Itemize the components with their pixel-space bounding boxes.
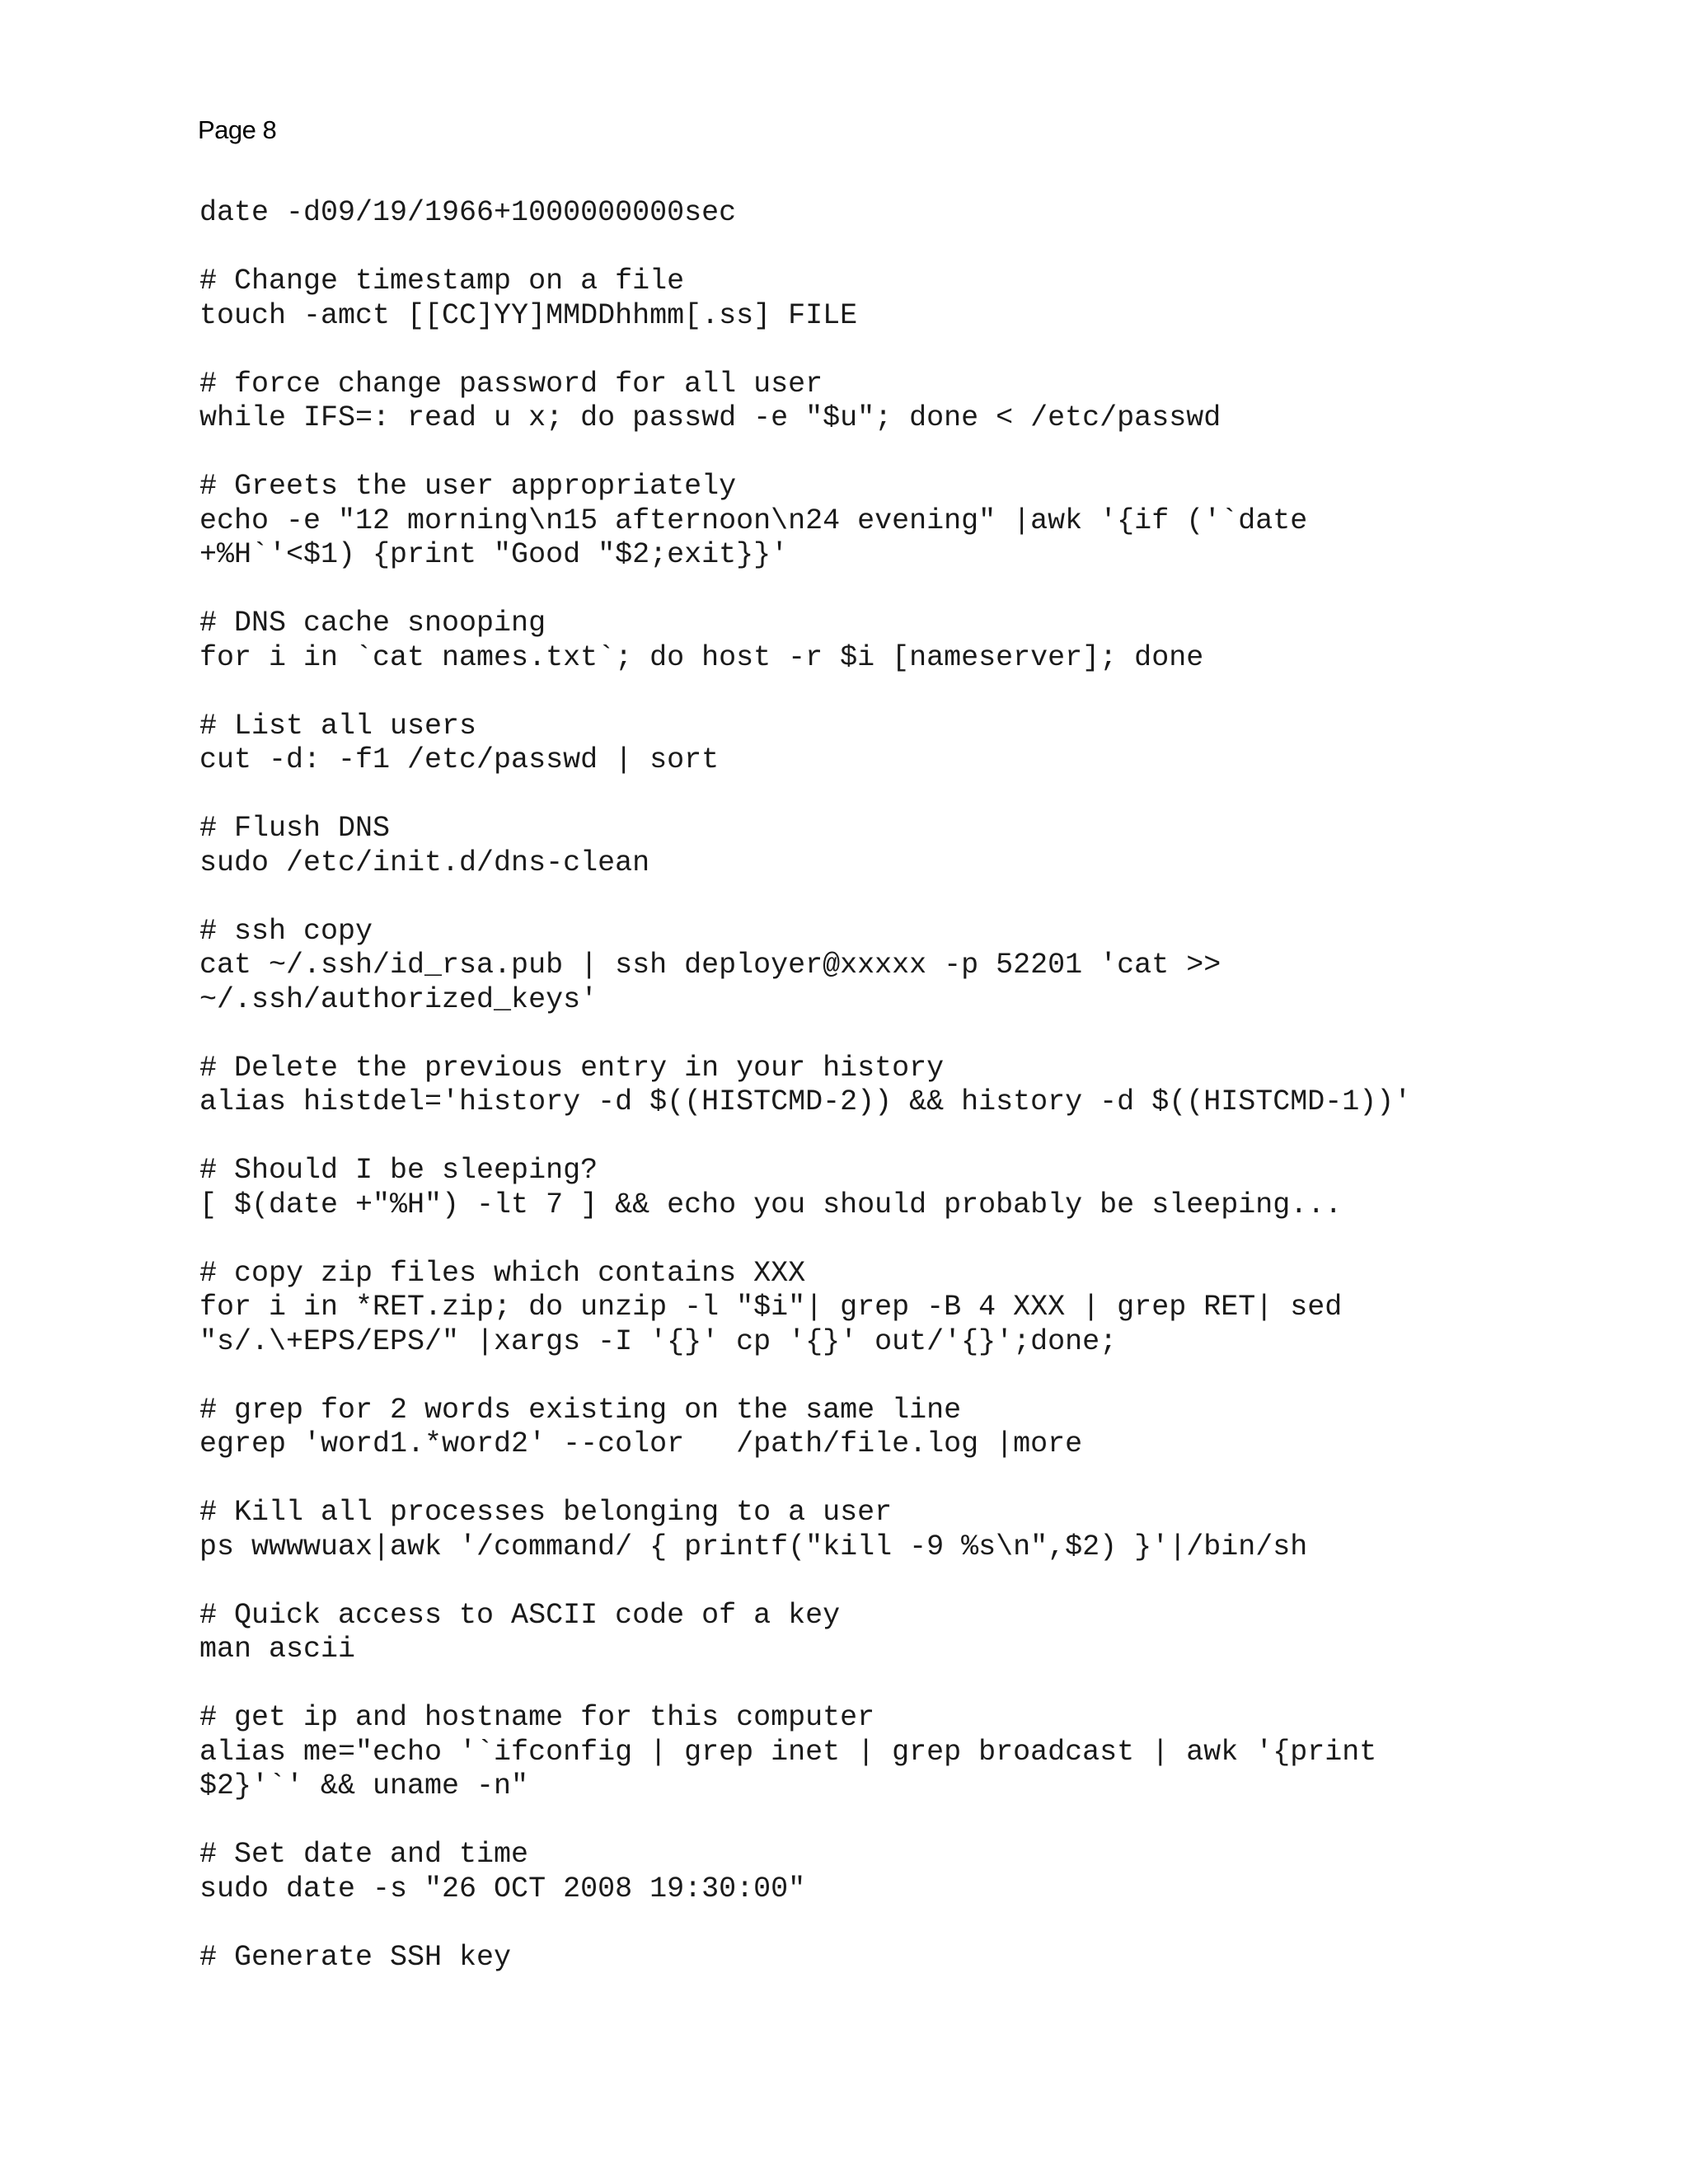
command-line: man ascii bbox=[199, 1633, 356, 1666]
command-line: alias histdel='history -d $((HISTCMD-2)) && history -d $((HISTCMD-1))' bbox=[199, 1085, 1412, 1118]
snippet-entry bbox=[199, 368, 1601, 436]
command-line: for i in `cat names.txt`; do host -r $i [nameserver]; done bbox=[199, 640, 1204, 674]
command-line: for i in *RET.zip; do unzip -l "$i"| grep -B 4 XXX | grep RET| sed bbox=[199, 1291, 1343, 1324]
snippet-comment: # Delete the previous entry in your history bbox=[199, 1051, 945, 1085]
snippet-comment: # Should I be sleeping? bbox=[199, 1154, 598, 1187]
snippet-entry bbox=[199, 265, 1601, 333]
snippet-entry bbox=[199, 1052, 1601, 1120]
command-line: +%H`'<$1) {print "Good "$2;exit}}' bbox=[199, 538, 789, 571]
snippet-comment: # get ip and hostname for this computer bbox=[199, 1701, 875, 1734]
snippet-entry bbox=[199, 1154, 1601, 1222]
snippet-entry bbox=[199, 470, 1601, 573]
code-line: date -d09/19/1966+1000000000sec bbox=[199, 196, 737, 229]
snippet-entry bbox=[199, 1257, 1601, 1360]
snippet-entry bbox=[199, 1496, 1601, 1564]
snippet-entry bbox=[199, 1838, 1601, 1906]
command-line: egrep 'word1.*word2' --color /path/file.log |more bbox=[199, 1427, 1083, 1460]
command-line: touch -amct [[CC]YY]MMDDhhmm[.ss] FILE bbox=[199, 298, 858, 332]
code-listing bbox=[199, 196, 1601, 1975]
command-line: sudo /etc/init.d/dns-clean bbox=[199, 846, 650, 879]
page-number-header: Page 8 bbox=[198, 115, 277, 144]
command-line: while IFS=: read u x; do passwd -e "$u"; done < /etc/passwd bbox=[199, 401, 1221, 434]
snippet-comment: # DNS cache snooping bbox=[199, 607, 546, 640]
snippet-comment: # Generate SSH key bbox=[199, 1940, 512, 1974]
snippet-comment: # Change timestamp on a file bbox=[199, 265, 685, 298]
command-line: alias me="echo '`ifconfig | grep inet | grep broadcast | awk '{print bbox=[199, 1735, 1377, 1769]
snippet-comment: # Flush DNS bbox=[199, 812, 391, 845]
command-line: echo -e "12 morning\n15 afternoon\n24 evening" |awk '{if ('`date bbox=[199, 504, 1308, 537]
snippet-comment: # grep for 2 words existing on the same line bbox=[199, 1393, 962, 1427]
snippet-comment: # List all users bbox=[199, 709, 477, 743]
snippet-comment: # Kill all processes belonging to a user bbox=[199, 1496, 893, 1529]
command-line: [ $(date +"%H") -lt 7 ] && echo you should probably be sleeping... bbox=[199, 1188, 1343, 1221]
snippet-comment: # Set date and time bbox=[199, 1838, 529, 1871]
command-line: sudo date -s "26 OCT 2008 19:30:00" bbox=[199, 1872, 806, 1905]
snippet-entry bbox=[199, 607, 1601, 675]
snippet-comment: # Quick access to ASCII code of a key bbox=[199, 1598, 841, 1632]
snippet-entry bbox=[199, 1599, 1601, 1667]
snippet-entry bbox=[199, 1394, 1601, 1462]
command-line: $2}'`' && uname -n" bbox=[199, 1769, 529, 1802]
command-line: ~/.ssh/authorized_keys' bbox=[199, 982, 598, 1016]
snippet-entry bbox=[199, 710, 1601, 778]
command-line: ps wwwwuax|awk '/command/ { printf("kill -9 %s\n",$2) }'|/bin/sh bbox=[199, 1530, 1308, 1563]
command-line: "s/.\+EPS/EPS/" |xargs -I '{}' cp '{}' out/'{}';done; bbox=[199, 1324, 1118, 1358]
snippet-comment: # force change password for all user bbox=[199, 367, 823, 401]
command-line: cut -d: -f1 /etc/passwd | sort bbox=[199, 743, 720, 776]
snippet-entry bbox=[199, 915, 1601, 1018]
snippet-entry bbox=[199, 812, 1601, 880]
command-line: cat ~/.ssh/id_rsa.pub | ssh deployer@xxxxx -p 52201 'cat >> bbox=[199, 949, 1221, 982]
snippet-entry bbox=[199, 1941, 1601, 1975]
snippet-comment: # Greets the user appropriately bbox=[199, 470, 737, 503]
snippet-comment: # ssh copy bbox=[199, 914, 373, 948]
snippet-list bbox=[199, 265, 1601, 1975]
snippet-comment: # copy zip files which contains XXX bbox=[199, 1256, 806, 1290]
snippet-entry bbox=[199, 1701, 1601, 1804]
